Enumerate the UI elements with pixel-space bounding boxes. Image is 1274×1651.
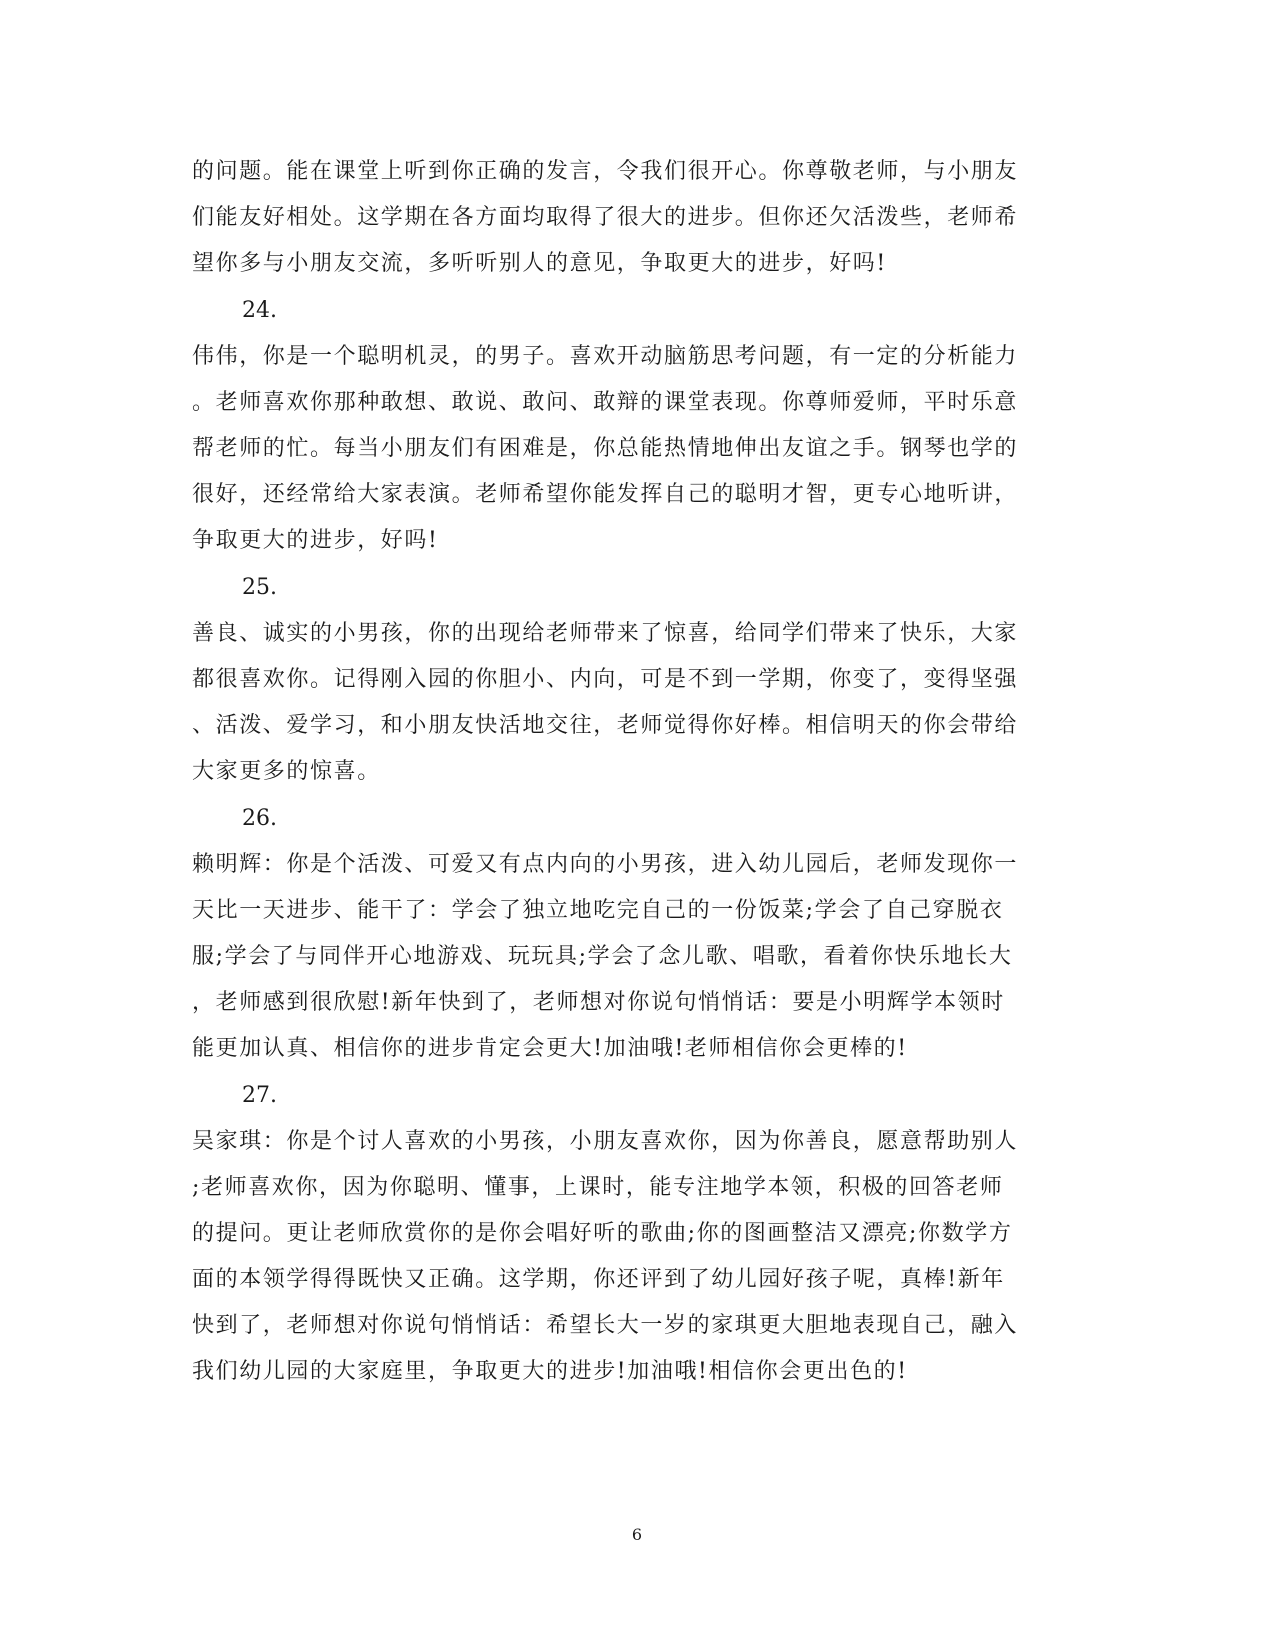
text-line: ，老师感到很欣慰!新年快到了，老师想对你说句悄悄话：要是小明辉学本领时 <box>192 990 1005 1015</box>
text-line: 的问题。能在课堂上听到你正确的发言，令我们很开心。你尊敬老师，与小朋友 <box>192 159 1019 184</box>
text-line: 我们幼儿园的大家庭里，争取更大的进步!加油哦!相信你会更出色的! <box>192 1359 908 1384</box>
text-line: 能更加认真、相信你的进步肯定会更大!加油哦!老师相信你会更棒的! <box>192 1036 908 1061</box>
text-line: 争取更大的进步，好吗! <box>192 528 439 553</box>
text-line: 。老师喜欢你那种敢想、敢说、敢问、敢辩的课堂表现。你尊师爱师，平时乐意 <box>192 390 1019 415</box>
text-line: 大家更多的惊喜。 <box>192 759 381 784</box>
text-line: 快到了，老师想对你说句悄悄话：希望长大一岁的家琪更大胆地表现自己，融入 <box>192 1313 1019 1338</box>
text-line: ;老师喜欢你，因为你聪明、懂事，上课时，能专注地学本领，积极的回答老师 <box>192 1175 1004 1200</box>
text-line: 们能友好相处。这学期在各方面均取得了很大的进步。但你还欠活泼些，老师希 <box>192 205 1019 230</box>
text-line: 、活泼、爱学习，和小朋友快活地交往，老师觉得你好棒。相信明天的你会带给 <box>192 713 1019 738</box>
text-line: 伟伟，你是一个聪明机灵，的男子。喜欢开动脑筋思考问题，有一定的分析能力 <box>192 344 1019 369</box>
text-line: 望你多与小朋友交流，多听听别人的意见，争取更大的进步，好吗! <box>192 251 887 276</box>
text-line: 天比一天进步、能干了：学会了独立地吃完自己的一份饭菜;学会了自己穿脱衣 <box>192 898 1004 923</box>
text-line: 赖明辉：你是个活泼、可爱又有点内向的小男孩，进入幼儿园后，老师发现你一 <box>192 852 1019 877</box>
text-line: 面的本领学得得既快又正确。这学期，你还评到了幼儿园好孩子呢，真棒!新年 <box>192 1267 1005 1292</box>
text-line: 帮老师的忙。每当小朋友们有困难是，你总能热情地伸出友谊之手。钢琴也学的 <box>192 436 1019 461</box>
item-number: 25. <box>242 575 277 600</box>
text-line: 的提问。更让老师欣赏你的是你会唱好听的歌曲;你的图画整洁又漂亮;你数学方 <box>192 1221 1013 1246</box>
text-line: 服;学会了与同伴开心地游戏、玩玩具;学会了念儿歌、唱歌，看着你快乐地长大 <box>192 944 1013 969</box>
page-number: 6 <box>631 1525 643 1544</box>
item-number: 26. <box>242 806 277 831</box>
text-line: 善良、诚实的小男孩，你的出现给老师带来了惊喜，给同学们带来了快乐，大家 <box>192 621 1019 646</box>
item-number: 24. <box>242 298 277 323</box>
item-number: 27. <box>242 1083 277 1108</box>
text-line: 很好，还经常给大家表演。老师希望你能发挥自己的聪明才智，更专心地听讲， <box>192 482 1019 507</box>
text-line: 都很喜欢你。记得刚入园的你胆小、内向，可是不到一学期，你变了，变得坚强 <box>192 667 1019 692</box>
text-line: 吴家琪：你是个讨人喜欢的小男孩，小朋友喜欢你，因为你善良，愿意帮助别人 <box>192 1129 1019 1154</box>
